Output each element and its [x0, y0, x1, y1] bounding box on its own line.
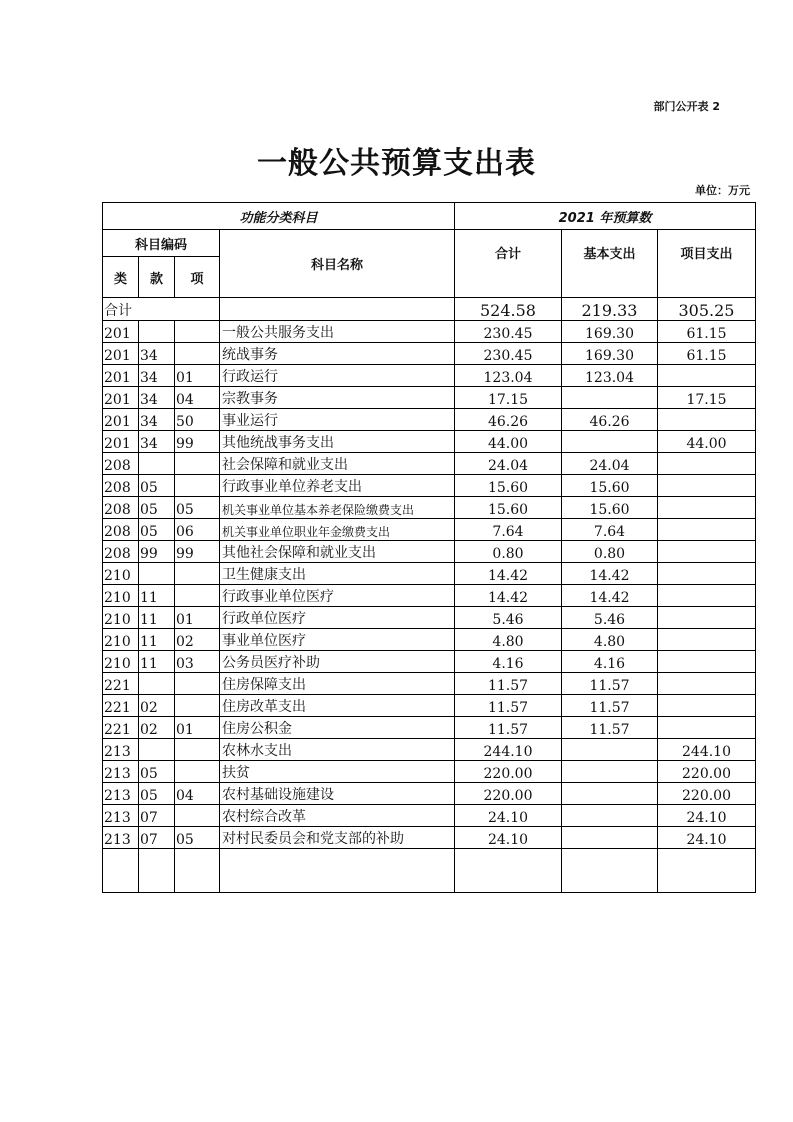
table-row [103, 651, 756, 673]
cell-kuan: 11 [139, 651, 175, 673]
cell-subject-name: 行政单位医疗 [220, 607, 455, 629]
total-row [103, 298, 756, 321]
table-row [103, 475, 756, 497]
table-row [103, 673, 756, 695]
table-row [103, 805, 756, 827]
cell-basic: 169.30 [562, 321, 658, 343]
blank-row [103, 849, 756, 893]
table-row [103, 717, 756, 739]
header-subject-name: 科目名称 [220, 230, 455, 298]
cell-subject-name: 对村民委员会和党支部的补助 [220, 827, 455, 849]
cell-total: 5.46 [455, 607, 562, 629]
cell-xiang: 02 [175, 629, 220, 651]
cell-kuan [139, 563, 175, 585]
cell-subject-name: 机关事业单位职业年金缴费支出 [220, 519, 455, 541]
cell-xiang: 06 [175, 519, 220, 541]
header-basic: 基本支出 [562, 230, 658, 298]
cell-basic [562, 827, 658, 849]
cell-project [658, 717, 756, 739]
cell-basic: 169.30 [562, 343, 658, 365]
cell-subject-name: 住房改革支出 [220, 695, 455, 717]
budget-table [102, 202, 756, 893]
cell-xiang: 01 [175, 607, 220, 629]
cell-project: 24.10 [658, 805, 756, 827]
blank-cell [562, 849, 658, 893]
cell-lei: 208 [103, 475, 139, 497]
cell-kuan [139, 453, 175, 475]
cell-project [658, 673, 756, 695]
cell-total: 11.57 [455, 673, 562, 695]
cell-project: 44.00 [658, 431, 756, 453]
table-row [103, 827, 756, 849]
cell-basic: 11.57 [562, 717, 658, 739]
cell-lei: 201 [103, 365, 139, 387]
cell-xiang [175, 695, 220, 717]
cell-subject-name: 行政运行 [220, 365, 455, 387]
cell-subject-name: 住房公积金 [220, 717, 455, 739]
cell-subject-name: 农村基础设施建设 [220, 783, 455, 805]
cell-total: 4.16 [455, 651, 562, 673]
cell-xiang: 50 [175, 409, 220, 431]
cell-xiang [175, 453, 220, 475]
cell-basic [562, 805, 658, 827]
cell-xiang [175, 673, 220, 695]
cell-kuan: 34 [139, 387, 175, 409]
cell-basic: 5.46 [562, 607, 658, 629]
cell-subject-name: 卫生健康支出 [220, 563, 455, 585]
cell-basic: 11.57 [562, 673, 658, 695]
cell-subject-name: 农村综合改革 [220, 805, 455, 827]
cell-kuan [139, 673, 175, 695]
cell-basic: 123.04 [562, 365, 658, 387]
table-row [103, 563, 756, 585]
total-project: 305.25 [658, 298, 756, 321]
cell-lei: 210 [103, 585, 139, 607]
cell-kuan: 02 [139, 695, 175, 717]
header-total: 合计 [455, 230, 562, 298]
table-row [103, 497, 756, 519]
cell-kuan: 07 [139, 827, 175, 849]
cell-basic [562, 431, 658, 453]
blank-cell [658, 849, 756, 893]
table-row [103, 387, 756, 409]
cell-project [658, 651, 756, 673]
cell-subject-name: 公务员医疗补助 [220, 651, 455, 673]
table-row [103, 761, 756, 783]
cell-xiang [175, 475, 220, 497]
cell-kuan: 11 [139, 629, 175, 651]
table-row [103, 783, 756, 805]
cell-basic [562, 761, 658, 783]
cell-xiang [175, 805, 220, 827]
cell-kuan [139, 321, 175, 343]
cell-project [658, 585, 756, 607]
cell-subject-name: 农林水支出 [220, 739, 455, 761]
blank-cell [220, 849, 455, 893]
total-basic: 219.33 [562, 298, 658, 321]
header-budget-year: 2021 年预算数 [455, 203, 756, 230]
cell-total: 14.42 [455, 585, 562, 607]
table-row [103, 739, 756, 761]
total-label: 合计 [103, 298, 220, 321]
cell-project [658, 695, 756, 717]
cell-total: 244.10 [455, 739, 562, 761]
cell-total: 11.57 [455, 717, 562, 739]
cell-total: 15.60 [455, 475, 562, 497]
cell-basic: 15.60 [562, 497, 658, 519]
cell-project: 61.15 [658, 343, 756, 365]
cell-total: 7.64 [455, 519, 562, 541]
cell-basic: 15.60 [562, 475, 658, 497]
cell-total: 4.80 [455, 629, 562, 651]
cell-lei: 208 [103, 519, 139, 541]
cell-project: 220.00 [658, 761, 756, 783]
cell-xiang [175, 321, 220, 343]
cell-project [658, 475, 756, 497]
cell-basic: 24.04 [562, 453, 658, 475]
cell-total: 15.60 [455, 497, 562, 519]
cell-lei: 208 [103, 541, 139, 563]
cell-project [658, 541, 756, 563]
cell-total: 44.00 [455, 431, 562, 453]
header-row-code [103, 230, 756, 257]
cell-lei: 213 [103, 783, 139, 805]
cell-xiang [175, 563, 220, 585]
cell-xiang: 05 [175, 497, 220, 519]
cell-project: 61.15 [658, 321, 756, 343]
cell-lei: 213 [103, 827, 139, 849]
cell-kuan: 05 [139, 761, 175, 783]
cell-subject-name: 事业单位医疗 [220, 629, 455, 651]
cell-basic: 11.57 [562, 695, 658, 717]
total-amount: 524.58 [455, 298, 562, 321]
header-functional-class: 功能分类科目 [103, 203, 455, 230]
cell-subject-name: 一般公共服务支出 [220, 321, 455, 343]
table-row [103, 365, 756, 387]
cell-xiang: 99 [175, 431, 220, 453]
cell-total: 46.26 [455, 409, 562, 431]
cell-project [658, 563, 756, 585]
cell-total: 11.57 [455, 695, 562, 717]
cell-kuan: 34 [139, 431, 175, 453]
cell-kuan: 99 [139, 541, 175, 563]
header-lei: 类 [103, 257, 139, 298]
cell-lei: 210 [103, 629, 139, 651]
page-title: 一般公共预算支出表 [257, 146, 536, 181]
cell-total: 14.42 [455, 563, 562, 585]
cell-project [658, 607, 756, 629]
cell-lei: 201 [103, 409, 139, 431]
blank-cell [175, 849, 220, 893]
cell-kuan: 34 [139, 365, 175, 387]
cell-xiang: 99 [175, 541, 220, 563]
cell-project [658, 519, 756, 541]
cell-lei: 221 [103, 717, 139, 739]
cell-total: 17.15 [455, 387, 562, 409]
cell-subject-name: 住房保障支出 [220, 673, 455, 695]
cell-kuan: 07 [139, 805, 175, 827]
cell-xiang: 04 [175, 387, 220, 409]
blank-cell [139, 849, 175, 893]
cell-lei: 201 [103, 343, 139, 365]
table-row [103, 343, 756, 365]
table-row [103, 431, 756, 453]
cell-total: 24.04 [455, 453, 562, 475]
cell-project [658, 629, 756, 651]
cell-total: 220.00 [455, 783, 562, 805]
header-project: 项目支出 [658, 230, 756, 298]
cell-subject-name: 扶贫 [220, 761, 455, 783]
cell-basic [562, 387, 658, 409]
cell-xiang [175, 761, 220, 783]
cell-lei: 213 [103, 761, 139, 783]
cell-subject-name: 事业运行 [220, 409, 455, 431]
cell-basic: 14.42 [562, 585, 658, 607]
table-row [103, 695, 756, 717]
cell-xiang: 05 [175, 827, 220, 849]
cell-kuan: 11 [139, 607, 175, 629]
cell-subject-name: 行政事业单位医疗 [220, 585, 455, 607]
cell-basic [562, 783, 658, 805]
table-row [103, 409, 756, 431]
cell-subject-name: 行政事业单位养老支出 [220, 475, 455, 497]
cell-xiang: 01 [175, 717, 220, 739]
cell-xiang: 01 [175, 365, 220, 387]
table-row [103, 453, 756, 475]
table-row [103, 585, 756, 607]
cell-kuan: 05 [139, 783, 175, 805]
cell-xiang [175, 585, 220, 607]
cell-kuan: 02 [139, 717, 175, 739]
cell-project: 220.00 [658, 783, 756, 805]
cell-lei: 221 [103, 673, 139, 695]
cell-subject-name: 机关事业单位基本养老保险缴费支出 [220, 497, 455, 519]
cell-basic: 46.26 [562, 409, 658, 431]
cell-lei: 221 [103, 695, 139, 717]
cell-lei: 208 [103, 497, 139, 519]
cell-lei: 201 [103, 431, 139, 453]
cell-xiang: 03 [175, 651, 220, 673]
cell-kuan: 34 [139, 409, 175, 431]
cell-project [658, 453, 756, 475]
cell-basic: 4.80 [562, 629, 658, 651]
cell-total: 230.45 [455, 343, 562, 365]
cell-kuan: 05 [139, 519, 175, 541]
cell-project: 244.10 [658, 739, 756, 761]
table-row [103, 519, 756, 541]
cell-lei: 201 [103, 321, 139, 343]
cell-total: 24.10 [455, 827, 562, 849]
cell-lei: 213 [103, 739, 139, 761]
cell-total: 0.80 [455, 541, 562, 563]
cell-subject-name: 其他统战事务支出 [220, 431, 455, 453]
header-row-group [103, 203, 756, 230]
cell-total: 123.04 [455, 365, 562, 387]
cell-basic [562, 739, 658, 761]
table-row [103, 629, 756, 651]
cell-project [658, 409, 756, 431]
cell-lei: 201 [103, 387, 139, 409]
cell-total: 24.10 [455, 805, 562, 827]
cell-basic: 0.80 [562, 541, 658, 563]
cell-lei: 213 [103, 805, 139, 827]
cell-basic: 14.42 [562, 563, 658, 585]
cell-subject-name: 社会保障和就业支出 [220, 453, 455, 475]
cell-project: 17.15 [658, 387, 756, 409]
cell-subject-name: 宗教事务 [220, 387, 455, 409]
cell-lei: 210 [103, 563, 139, 585]
cell-kuan: 05 [139, 475, 175, 497]
header-kuan: 款 [139, 257, 175, 298]
cell-project [658, 365, 756, 387]
cell-subject-name: 统战事务 [220, 343, 455, 365]
cell-subject-name: 其他社会保障和就业支出 [220, 541, 455, 563]
total-name-cell [220, 298, 455, 321]
cell-project [658, 497, 756, 519]
cell-kuan: 05 [139, 497, 175, 519]
cell-total: 220.00 [455, 761, 562, 783]
cell-lei: 210 [103, 607, 139, 629]
cell-project: 24.10 [658, 827, 756, 849]
cell-total: 230.45 [455, 321, 562, 343]
blank-cell [455, 849, 562, 893]
cell-xiang: 04 [175, 783, 220, 805]
cell-lei: 210 [103, 651, 139, 673]
cell-basic: 7.64 [562, 519, 658, 541]
cell-xiang [175, 739, 220, 761]
table-row [103, 607, 756, 629]
cell-basic: 4.16 [562, 651, 658, 673]
cell-lei: 208 [103, 453, 139, 475]
cell-kuan [139, 739, 175, 761]
table-row [103, 321, 756, 343]
header-subject-code: 科目编码 [103, 230, 220, 257]
table-row [103, 541, 756, 563]
unit-label: 单位：万元 [695, 184, 750, 197]
cell-kuan: 11 [139, 585, 175, 607]
cell-xiang [175, 343, 220, 365]
header-xiang: 项 [175, 257, 220, 298]
cell-kuan: 34 [139, 343, 175, 365]
table-body [103, 203, 756, 893]
document-reference: 部门公开表 2 [653, 100, 720, 113]
blank-cell [103, 849, 139, 893]
